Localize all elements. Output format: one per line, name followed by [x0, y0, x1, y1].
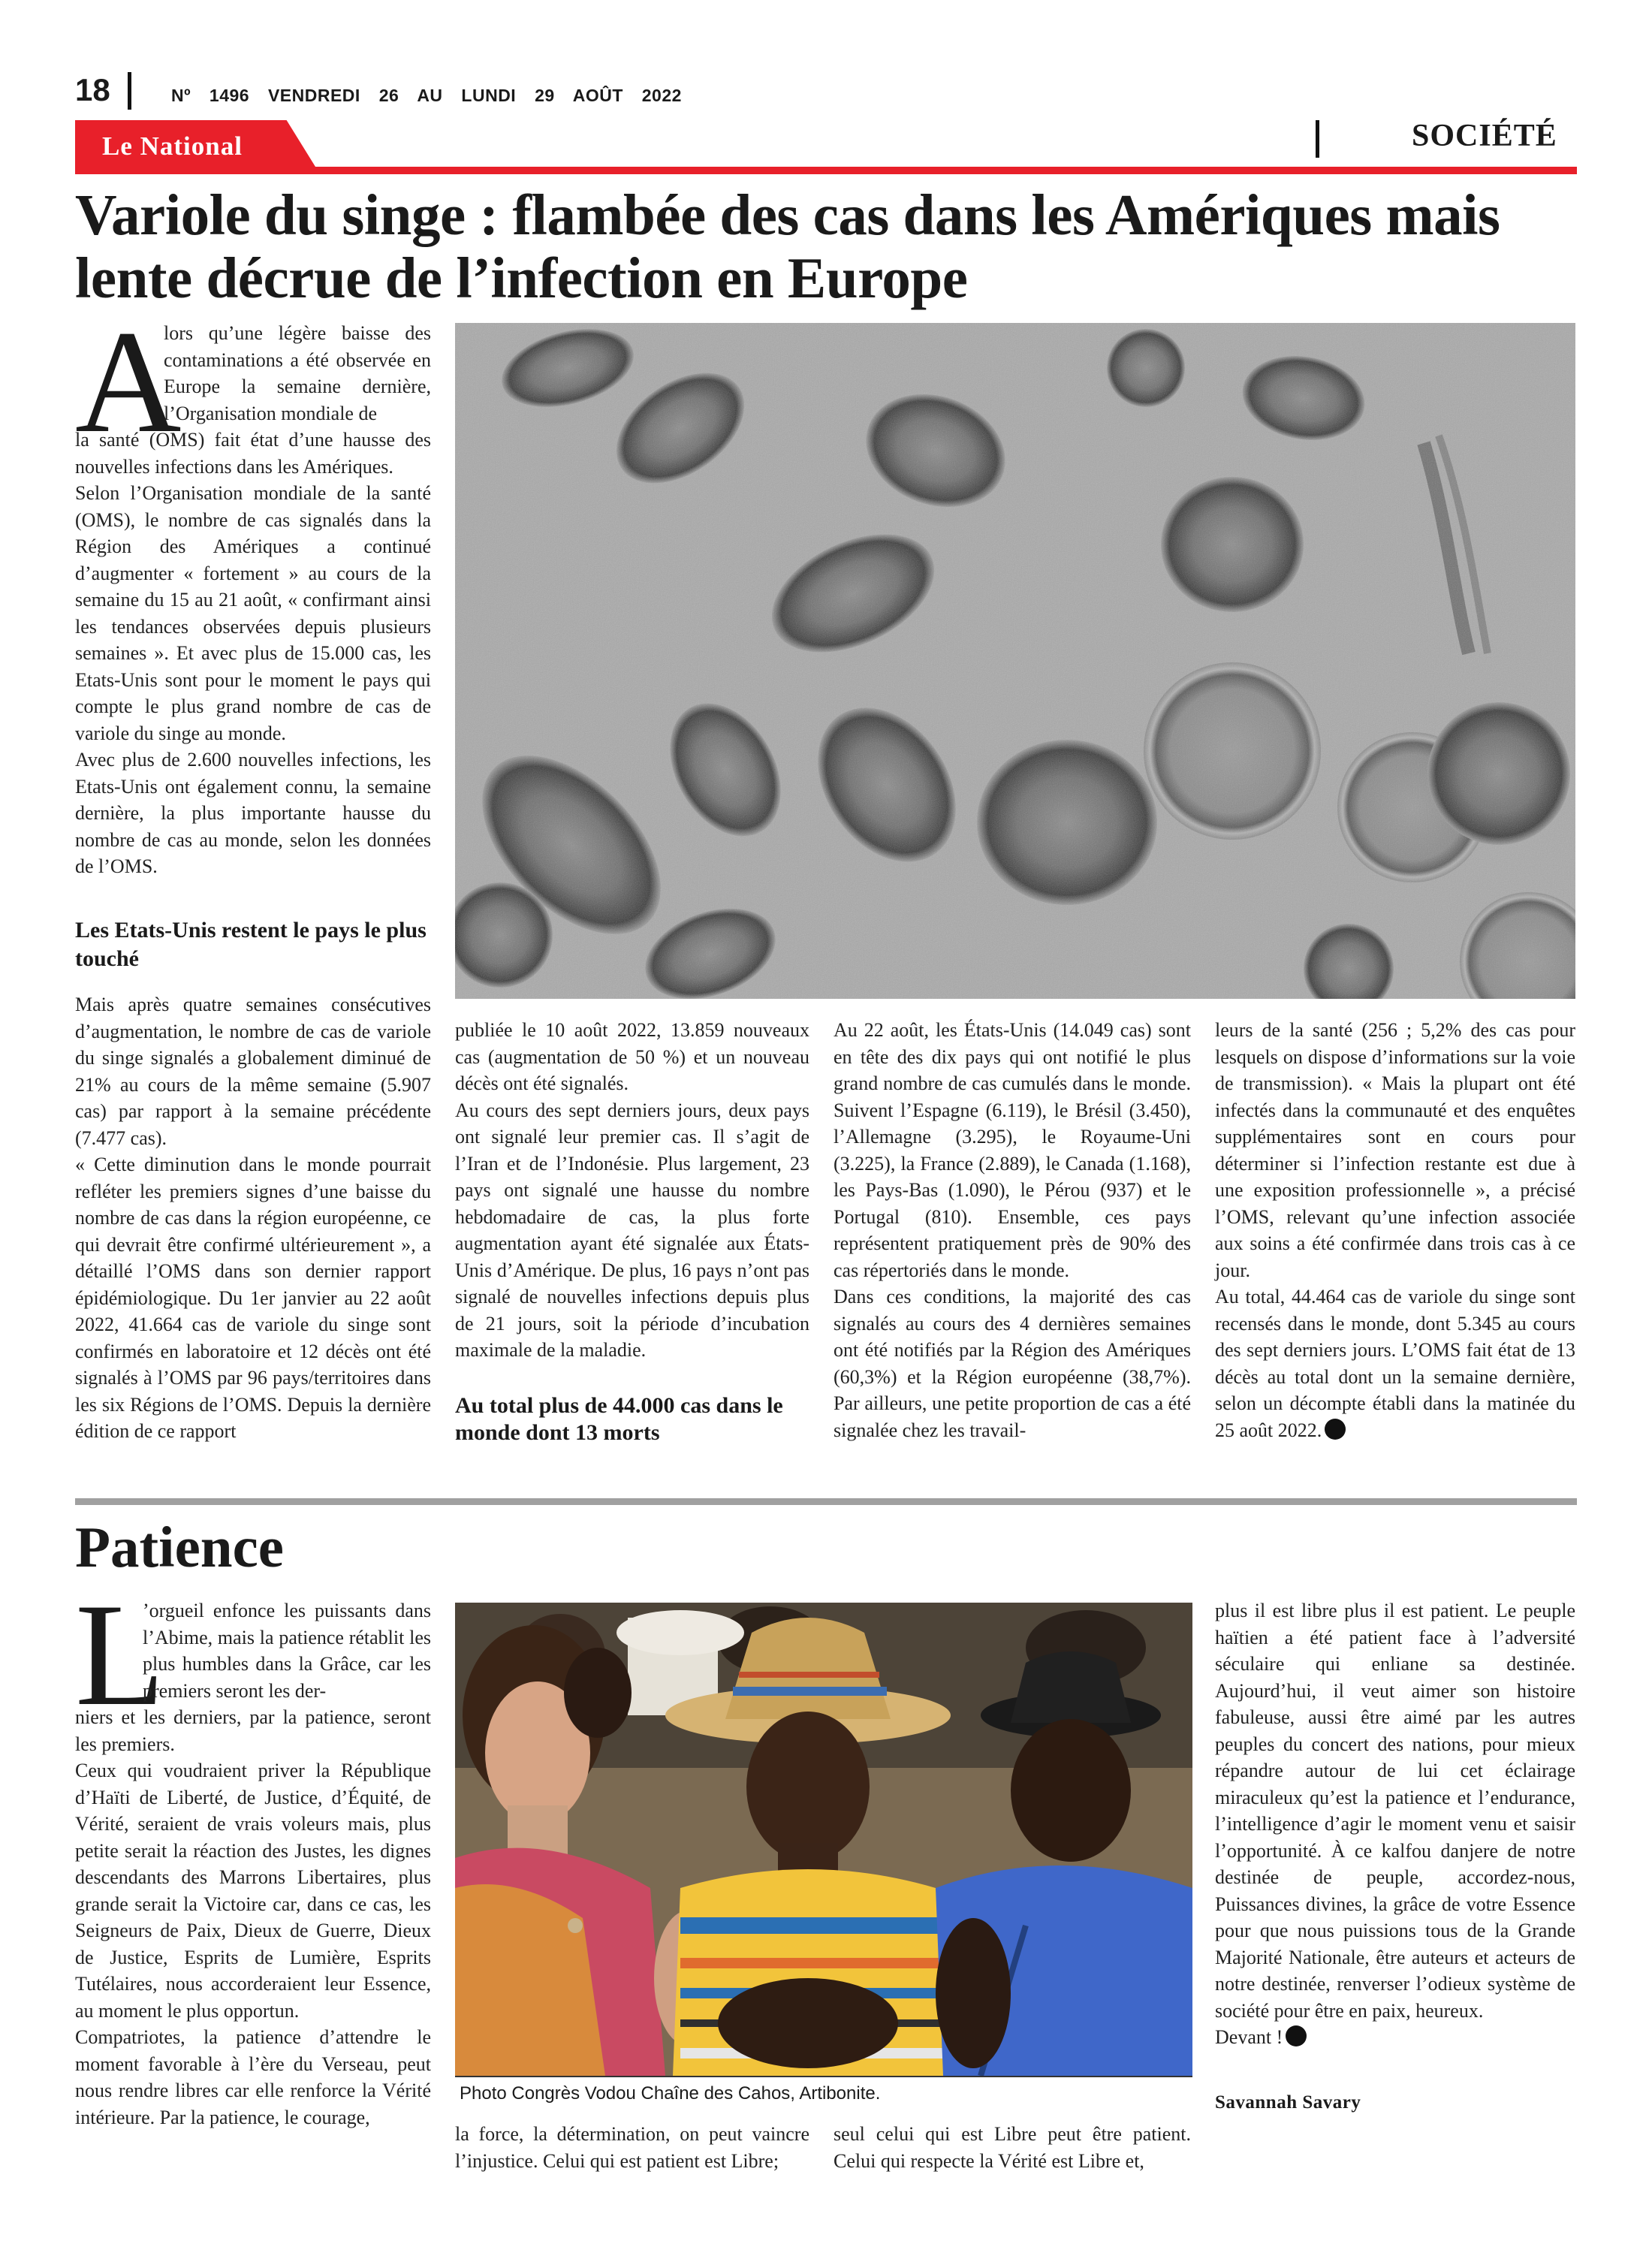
- page-number-divider: [128, 72, 131, 110]
- article-intro: [75, 427, 431, 880]
- paragraph: Compatriotes, la patience d’attendre le moment favorable à l’ère du Verseau, peut nous rendre libres car elle renforce la Vérité intérieure. Par la patience, le courage,: [75, 2026, 431, 2128]
- article-headline: Patience: [75, 1515, 284, 1579]
- article-divider: [75, 1498, 1577, 1505]
- paragraph: Avec plus de 2.600 nouvelles infections, les Etats-Unis ont également connu, la semaine dernière, la plus importante hausse du nombre de cas au monde, selon les données de l’OMS.: [75, 749, 431, 877]
- article-column-4: [1215, 1017, 1575, 1443]
- paragraph: Mais après quatre semaines consécutives d’augmentation, le nombre de cas de variole du singe signalés a globalement diminué de 21% au cours de la même semaine (5.907 cas) par rapport à la semaine précédente (7.477 cas).: [75, 994, 431, 1149]
- article-column-2: [455, 1017, 809, 1364]
- paragraph: Dans ces conditions, la majorité des cas signalés au cours des 4 dernières semaines ont été notifiés par la Région des Amériques (60,3%) et la Région européenne (38,7%). Par ailleurs, une petite proportion de cas a été signalée chez les travail-: [834, 1286, 1191, 1441]
- issue-date-line: Nº 1496 VENDREDI 26 AU LUNDI 29 AOÛT 2022: [171, 86, 682, 105]
- article-column-1: [75, 1704, 431, 2131]
- photo-caption: Photo Congrès Vodou Chaîne des Cahos, Artibonite.: [460, 2083, 881, 2104]
- paragraph: publiée le 10 août 2022, 13.859 nouveaux cas (augmentation de 50 %) et un nouveau décès ont été signalés.: [455, 1019, 809, 1094]
- subheading: Les Etats-Unis restent le pays le plus touché: [75, 918, 427, 971]
- paragraph: Au 22 août, les États-Unis (14.049 cas) sont en tête des dix pays qui ont notifié le plus grand nombre de cas cumulés dans le monde. Suivent l’Espagne (6.119), le Brésil (3.450), l’Allemagne (3.295), le Royaume-Uni (3.225), la France (2.889), le Canada (1.168), les Pays-Bas (1.090), le Pérou (937) et le Portugal (810). Ensemble, ces pays représentent pratiquement près de 90% des cas répertoriés dans le monde.: [834, 1019, 1191, 1281]
- subheading: Au total plus de 44.000 cas dans le monde dont 13 morts: [455, 1393, 783, 1445]
- paragraph: Selon l’Organisation mondiale de la santé (OMS), le nombre de cas signalés dans la Région des Amériques a continué d’augmenter « fortement » au cours de la semaine du 15 au 21 août, « confirmant ainsi les tendances observées depuis plusieurs semaines ». Et avec plus de 15.000 cas, les Etats-Unis sont pour le moment le pays qui compte le plus grand nombre de cas de variole du singe au monde.: [75, 482, 431, 744]
- page-number: 18: [75, 72, 110, 107]
- vodou-congress-photo: [455, 1603, 1192, 2076]
- paragraph-text: Au total, 44.464 cas de variole du singe sont recensés dans le monde, dont 5.345 au cours des sept derniers jours. L’OMS fait état de 13 décès au total dont un la semaine dernière, selon un décompte établi dans la matinée du 25 août 2022.: [1215, 1286, 1575, 1441]
- drop-cap: A: [75, 300, 182, 463]
- lead-paragraph-start: lors qu’une légère baisse des contaminations a été observée en Europe la semaine dernière, l’Organisation mondiale de: [164, 322, 431, 424]
- paragraph-text: Devant !: [1215, 2026, 1283, 2048]
- article-column-3: [834, 1017, 1191, 1443]
- paragraph: [1215, 2024, 1575, 2051]
- header-rule: [75, 167, 1577, 174]
- newspaper-name: Le National: [102, 131, 243, 161]
- article-column-3: seul celui qui est Libre peut être patient. Celui qui respecte la Vérité est Libre et,: [834, 2123, 1191, 2172]
- section-label: SOCIÉTÉ: [1412, 119, 1557, 153]
- drop-cap: L: [75, 1573, 165, 1736]
- caption-rule: [455, 2076, 1192, 2077]
- lead-paragraph-end: niers et les derniers, par la patience, seront les premiers.: [75, 1706, 431, 1755]
- article-headline: Variole du singe : flambée des cas dans les Amériques mais lente décrue de l’infection en Europe: [75, 182, 1500, 310]
- monkeypox-micrograph-image: [455, 323, 1575, 999]
- end-mark-icon: [1286, 2025, 1307, 2046]
- article-column-1: [75, 991, 431, 1445]
- article-column-2: la force, la détermination, on peut vaincre l’injustice. Celui qui est patient est Libre;: [455, 2123, 809, 2172]
- lead-paragraph-end: la santé (OMS) fait état d’une hausse des nouvelles infections dans les Amériques.: [75, 429, 431, 478]
- paragraph: [1215, 1283, 1575, 1443]
- paragraph: Ceux qui voudraient priver la République d’Haïti de Liberté, de Justice, d’Équité, de Vérité, seraient de vrais voleurs mais, plus petite serait la réaction des Justes, les dignes descendants des Marrons Libertaires, plus grande serait la Victoire car, dans ce cas, les Seigneurs de Paix, Dieux de Guerre, Dieux de Justice, Esprits de Lumière, Esprits Tutélaires, nous accorderaient leur Essence, au moment le plus opportun.: [75, 1760, 431, 2022]
- end-mark-icon: [1325, 1419, 1346, 1440]
- paragraph: Au cours des sept derniers jours, deux pays ont signalé leur premier cas. Il s’agit de l’Iran et de l’Indonésie. Plus largement, 23 pays ont signalé une hausse du nombre hebdomadaire de cas, la plus forte augmentation ayant été signalée aux États-Unis d’Amérique. De plus, 16 pays n’ont pas signalé de nouvelles infections depuis plus de 21 jours, soit la période d’incubation maximale de la maladie.: [455, 1099, 809, 1361]
- section-divider: [1316, 120, 1319, 158]
- paragraph: plus il est libre plus il est patient. Le peuple haïtien a été patient face à l’adversité séculaire qui enliane sa destinée. Aujourd’hui, il veut aimer son histoire fabuleuse, aussi être aimé par les autres peuples du concert des nations, pour mieux répandre autour de lui cet éclairage miraculeux qu’est la patience et l’endurance, l’intelligence d’agir le moment venu et saisir l’opportunité. À ce kalfou danjere de notre destinée de peuple, accordez-nous, Puissances divines, la grâce de votre Essence pour que nous puissions tous de la Grande Majorité Nationale, être auteurs et acteurs de notre destinée, renverser l’odieux système de société pour être en paix, heureux.: [1215, 1600, 1575, 2022]
- paragraph: « Cette diminution dans le monde pourrait refléter les premiers signes d’une baisse du nombre de cas dans la région européenne, ce qui devrait être confirmé ultérieurement », a détaillé l’OMS dans son dernier rapport épidémiologique. Du 1er janvier au 22 août 2022, 41.664 cas de variole du singe sont confirmés en laboratoire et 12 décès ont été signalés à l’OMS par 96 pays/territoires dans les six Régions de l’OMS. Depuis la dernière édition de ce rapport: [75, 1154, 431, 1442]
- article-column-4: [1215, 1597, 1575, 2051]
- author-byline: Savannah Savary: [1215, 2092, 1361, 2113]
- paragraph: leurs de la santé (256 ; 5,2% des cas pour lesquels on dispose d’informations sur la voie de transmission). « Mais la plupart ont été infectés dans la communauté et des enquêtes supplémentaires sont en cours pour déterminer si l’infection restante est due à une exposition professionnelle », a précisé l’OMS, relevant qu’une infection associée aux soins a été confirmée dans trois cas à ce jour.: [1215, 1019, 1575, 1281]
- lead-paragraph-start: ’orgueil enfonce les puissants dans l’Abime, mais la patience rétablit les plus humbles dans la Grâce, car les premiers seront les der-: [143, 1600, 431, 1702]
